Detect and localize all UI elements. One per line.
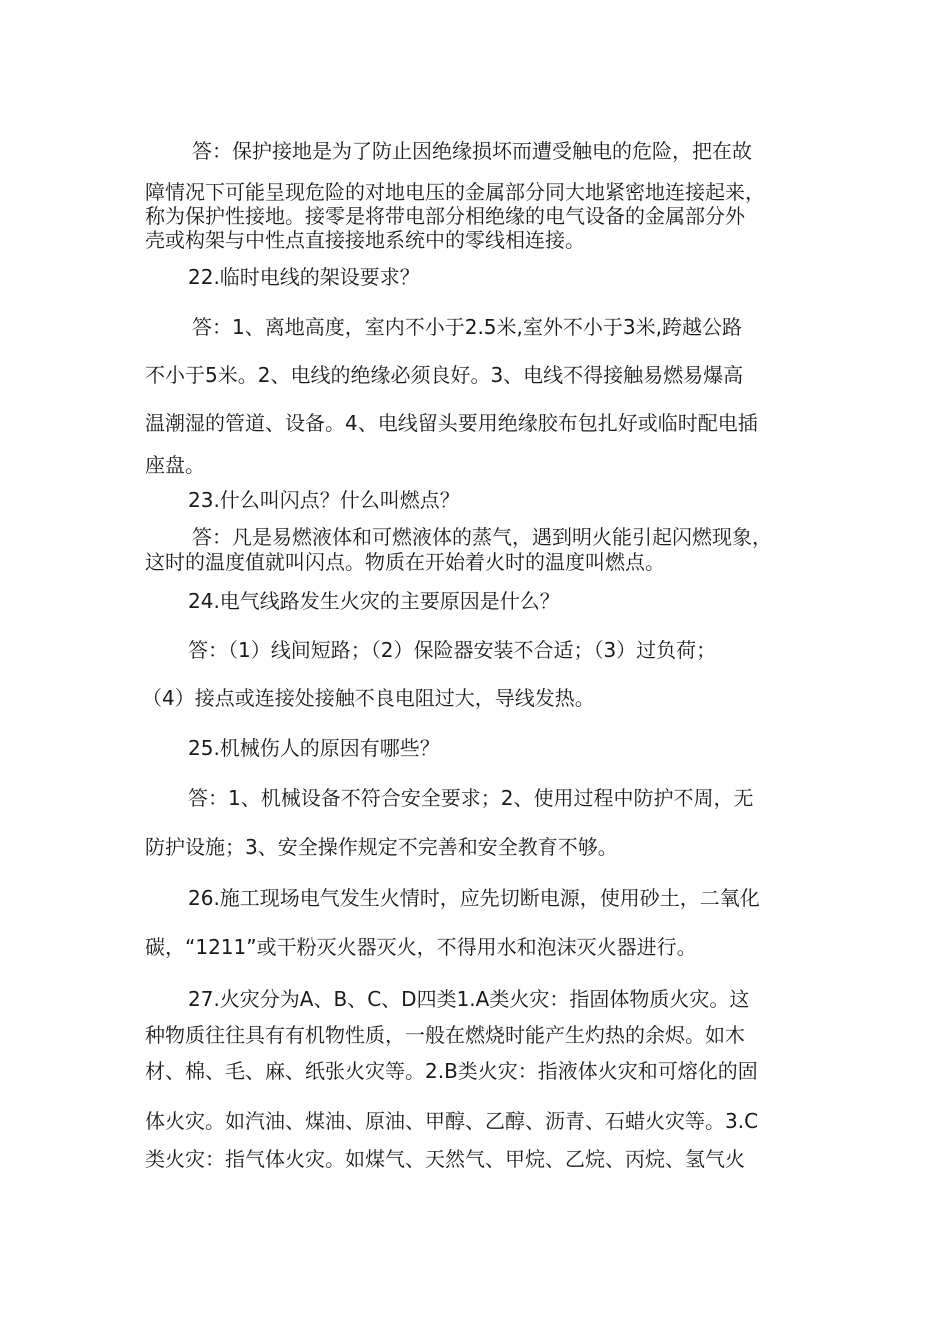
line-text: 不小于5米。2、电线的绝缘必须良好。3、电线不得接触易燃易爆高 <box>145 363 744 387</box>
line-text: 26.施工现场电气发生火情时，应先切断电源，使用砂土，二氧化 <box>188 886 760 910</box>
line-text: 类火灾：指气体火灾。如煤气、天然气、甲烷、乙烷、丙烷、氢气火 <box>145 1147 745 1171</box>
line-text: 答：凡是易燃液体和可燃液体的蒸气，遇到明火能引起闪燃现象， <box>192 525 772 549</box>
line-text: 称为保护性接地。接零是将带电部分相绝缘的电气设备的金属部分外 <box>145 204 745 228</box>
line-text: 25.机械伤人的原因有哪些？ <box>188 736 440 760</box>
line-text: 温潮湿的管道、设备。4、电线留头要用绝缘胶布包扎好或临时配电插 <box>145 411 758 435</box>
line-text: 障情况下可能呈现危险的对地电压的金属部分同大地紧密地连接起来， <box>145 180 765 204</box>
line-text: 22.临时电线的架设要求？ <box>188 265 420 289</box>
line-text: 23.什么叫闪点？什么叫燃点？ <box>188 488 460 512</box>
line-text: 种物质往往具有有机物性质，一般在燃烧时能产生灼热的余烬。如木 <box>145 1023 745 1047</box>
line-text: 答：保护接地是为了防止因绝缘损坏而遭受触电的危险，把在故 <box>192 139 752 163</box>
line-text: 材、棉、毛、麻、纸张火灾等。2.B类火灾：指液体火灾和可熔化的固 <box>145 1059 758 1083</box>
line-text: 答：1、离地高度，室内不小于2.5米,室外不小于3米,跨越公路 <box>192 315 742 339</box>
line-text: 答：1、机械设备不符合安全要求；2、使用过程中防护不周，无 <box>188 786 754 810</box>
line-text: 24.电气线路发生火灾的主要原因是什么？ <box>188 589 560 613</box>
line-text: （4）接点或连接处接触不良电阻过大，导线发热。 <box>142 686 595 710</box>
line-text: 这时的温度值就叫闪点。物质在开始着火时的温度叫燃点。 <box>145 550 665 574</box>
line-text: 防护设施；3、安全操作规定不完善和安全教育不够。 <box>145 835 618 859</box>
line-text: 壳或构架与中性点直接接地系统中的零线相连接。 <box>145 228 585 252</box>
line-text: 座盘。 <box>145 453 205 477</box>
line-text: 体火灾。如汽油、煤油、原油、甲醇、乙醇、沥青、石蜡火灾等。3.C <box>145 1109 759 1133</box>
line-text: 碳，“1211”或干粉灭火器灭火，不得用水和泡沫灭火器进行。 <box>145 935 697 959</box>
line-text: 答：（1）线间短路；（2）保险器安装不合适；（3）过负荷； <box>188 638 717 662</box>
line-text: 27.火灾分为A、B、C、D四类1.A类火灾：指固体物质火灾。这 <box>188 987 750 1011</box>
